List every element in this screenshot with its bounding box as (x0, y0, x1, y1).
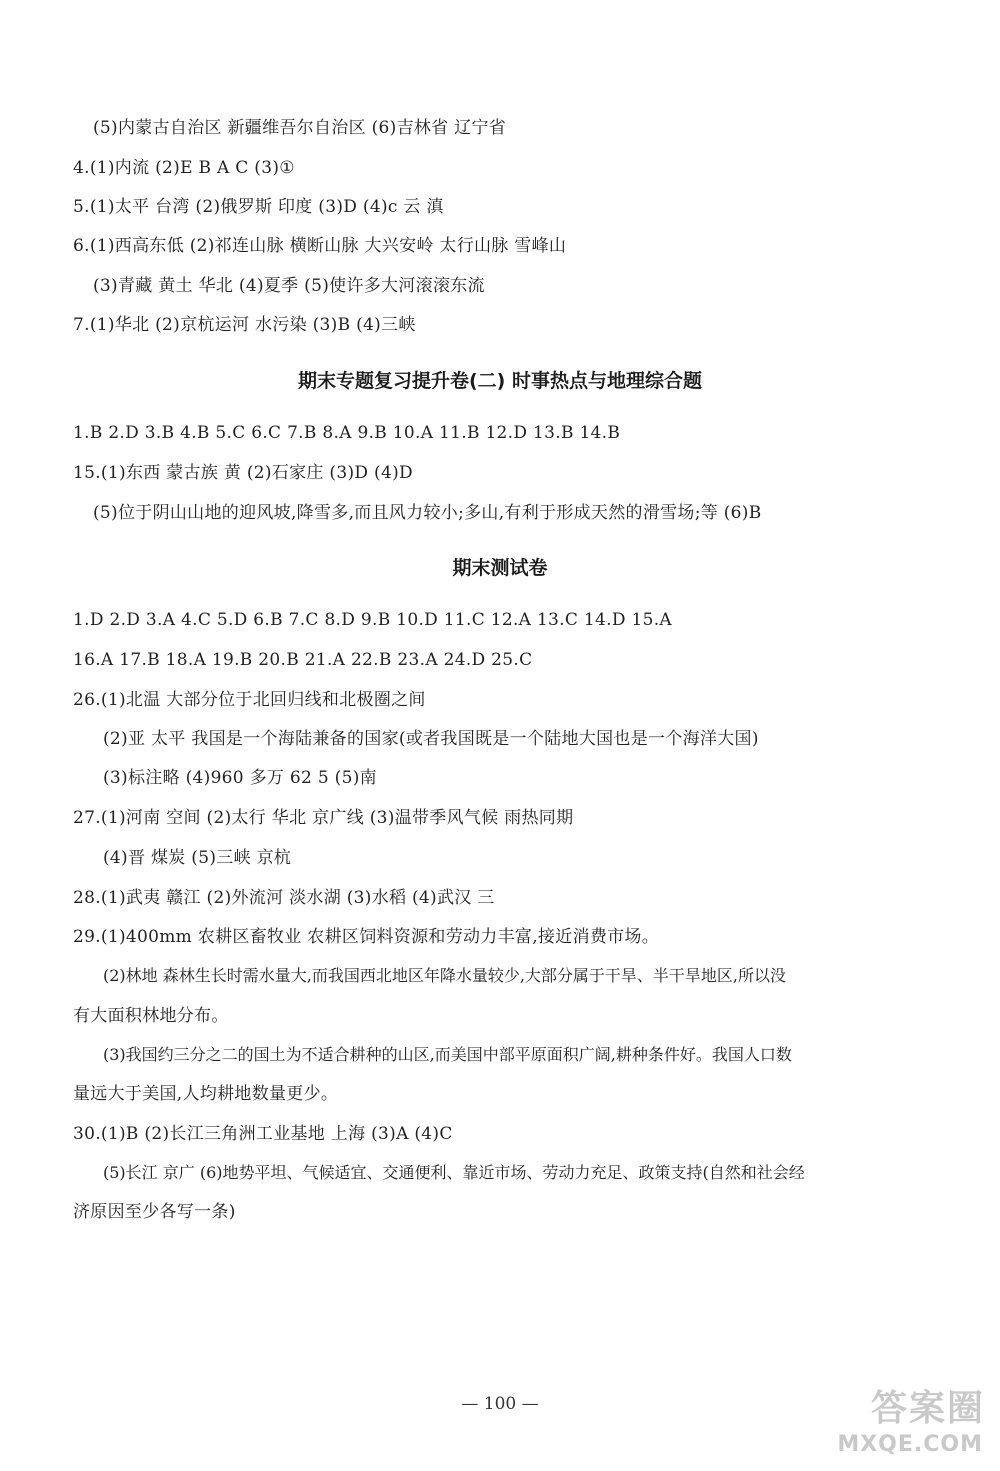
answer-line: 7.(1)华北 (2)京杭运河 水污染 (3)B (4)三峡 (73, 315, 416, 335)
answer-line: 27.(1)河南 空间 (2)太行 华北 京广线 (3)温带季风气候 雨热同期 (73, 808, 574, 828)
section-title: 期末专题复习提升卷(二) 时事热点与地理综合题 (298, 370, 702, 392)
page-number: — 100 — (461, 1394, 539, 1414)
answer-line: (5)内蒙古自治区 新疆维吾尔自治区 (6)吉林省 辽宁省 (93, 118, 507, 138)
answer-line: (2)林地 森林生长时需水量大,而我国西北地区年降水量较少,大部分属于干旱、半干旱地区,所以没 (103, 966, 787, 985)
answer-line: 26.(1)北温 大部分位于北回归线和北极圈之间 (73, 690, 426, 710)
answer-line: 29.(1)400mm 农耕区畜牧业 农耕区饲料资源和劳动力丰富,接近消费市场。 (73, 927, 660, 947)
answer-line: 1.B 2.D 3.B 4.B 5.C 6.C 7.B 8.A 9.B 10.A 11.B 12.D 13.B 14.B (73, 423, 621, 443)
answer-line: 5.(1)太平 台湾 (2)俄罗斯 印度 (3)D (4)c 云 滇 (73, 197, 444, 217)
answer-line: 量远大于美国,人均耕地数量更少。 (73, 1084, 339, 1104)
section-title: 期末测试卷 (452, 557, 548, 579)
answer-line: 6.(1)西高东低 (2)祁连山脉 横断山脉 大兴安岭 太行山脉 雪峰山 (73, 236, 567, 256)
answer-line: 28.(1)武夷 赣江 (2)外流河 淡水湖 (3)水稻 (4)武汉 三 (73, 888, 495, 908)
answer-line: 15.(1)东西 蒙古族 黄 (2)石家庄 (3)D (4)D (73, 463, 413, 483)
answer-line: (2)亚 太平 我国是一个海陆兼备的国家(或者我国既是一个陆地大国也是一个海洋大国) (103, 729, 759, 749)
answer-line: (5)位于阴山山地的迎风坡,降雪多,而且风力较小;多山,有利于形成天然的滑雪场;等 (6)B (93, 503, 762, 523)
answer-line: (4)晋 煤炭 (5)三峡 京杭 (103, 848, 292, 868)
answer-line: 济原因至少各写一条) (73, 1202, 236, 1222)
answer-line: (3)青藏 黄土 华北 (4)夏季 (5)使许多大河滚滚东流 (93, 276, 485, 296)
watermark-logo (745, 1380, 995, 1464)
watermark-url: MXQE.COM (837, 1432, 983, 1457)
answer-line: 30.(1)B (2)长江三角洲工业基地 上海 (3)A (4)C (73, 1124, 453, 1144)
answer-line: 16.A 17.B 18.A 19.B 20.B 21.A 22.B 23.A 24.D 25.C (73, 650, 533, 670)
answer-line: 1.D 2.D 3.A 4.C 5.D 6.B 7.C 8.D 9.B 10.D 11.C 12.A 13.C 14.D 15.A (73, 610, 672, 630)
answer-line: (3)我国约三分之二的国土为不适合耕种的山区,而美国中部平原面积广阔,耕种条件好。我国人口数 (103, 1045, 792, 1064)
answer-line: (3)标注略 (4)960 多万 62 5 (5)南 (103, 768, 377, 788)
answer-line: 有大面积林地分布。 (73, 1006, 229, 1026)
watermark-logo-text: 答案圈 (870, 1388, 985, 1429)
answer-line: 4.(1)内流 (2)E B A C (3)① (73, 158, 295, 178)
answer-line: (5)长江 京广 (6)地势平坦、气候适宜、交通便利、靠近市场、劳动力充足、政策支持(自然和社会经 (103, 1163, 805, 1182)
